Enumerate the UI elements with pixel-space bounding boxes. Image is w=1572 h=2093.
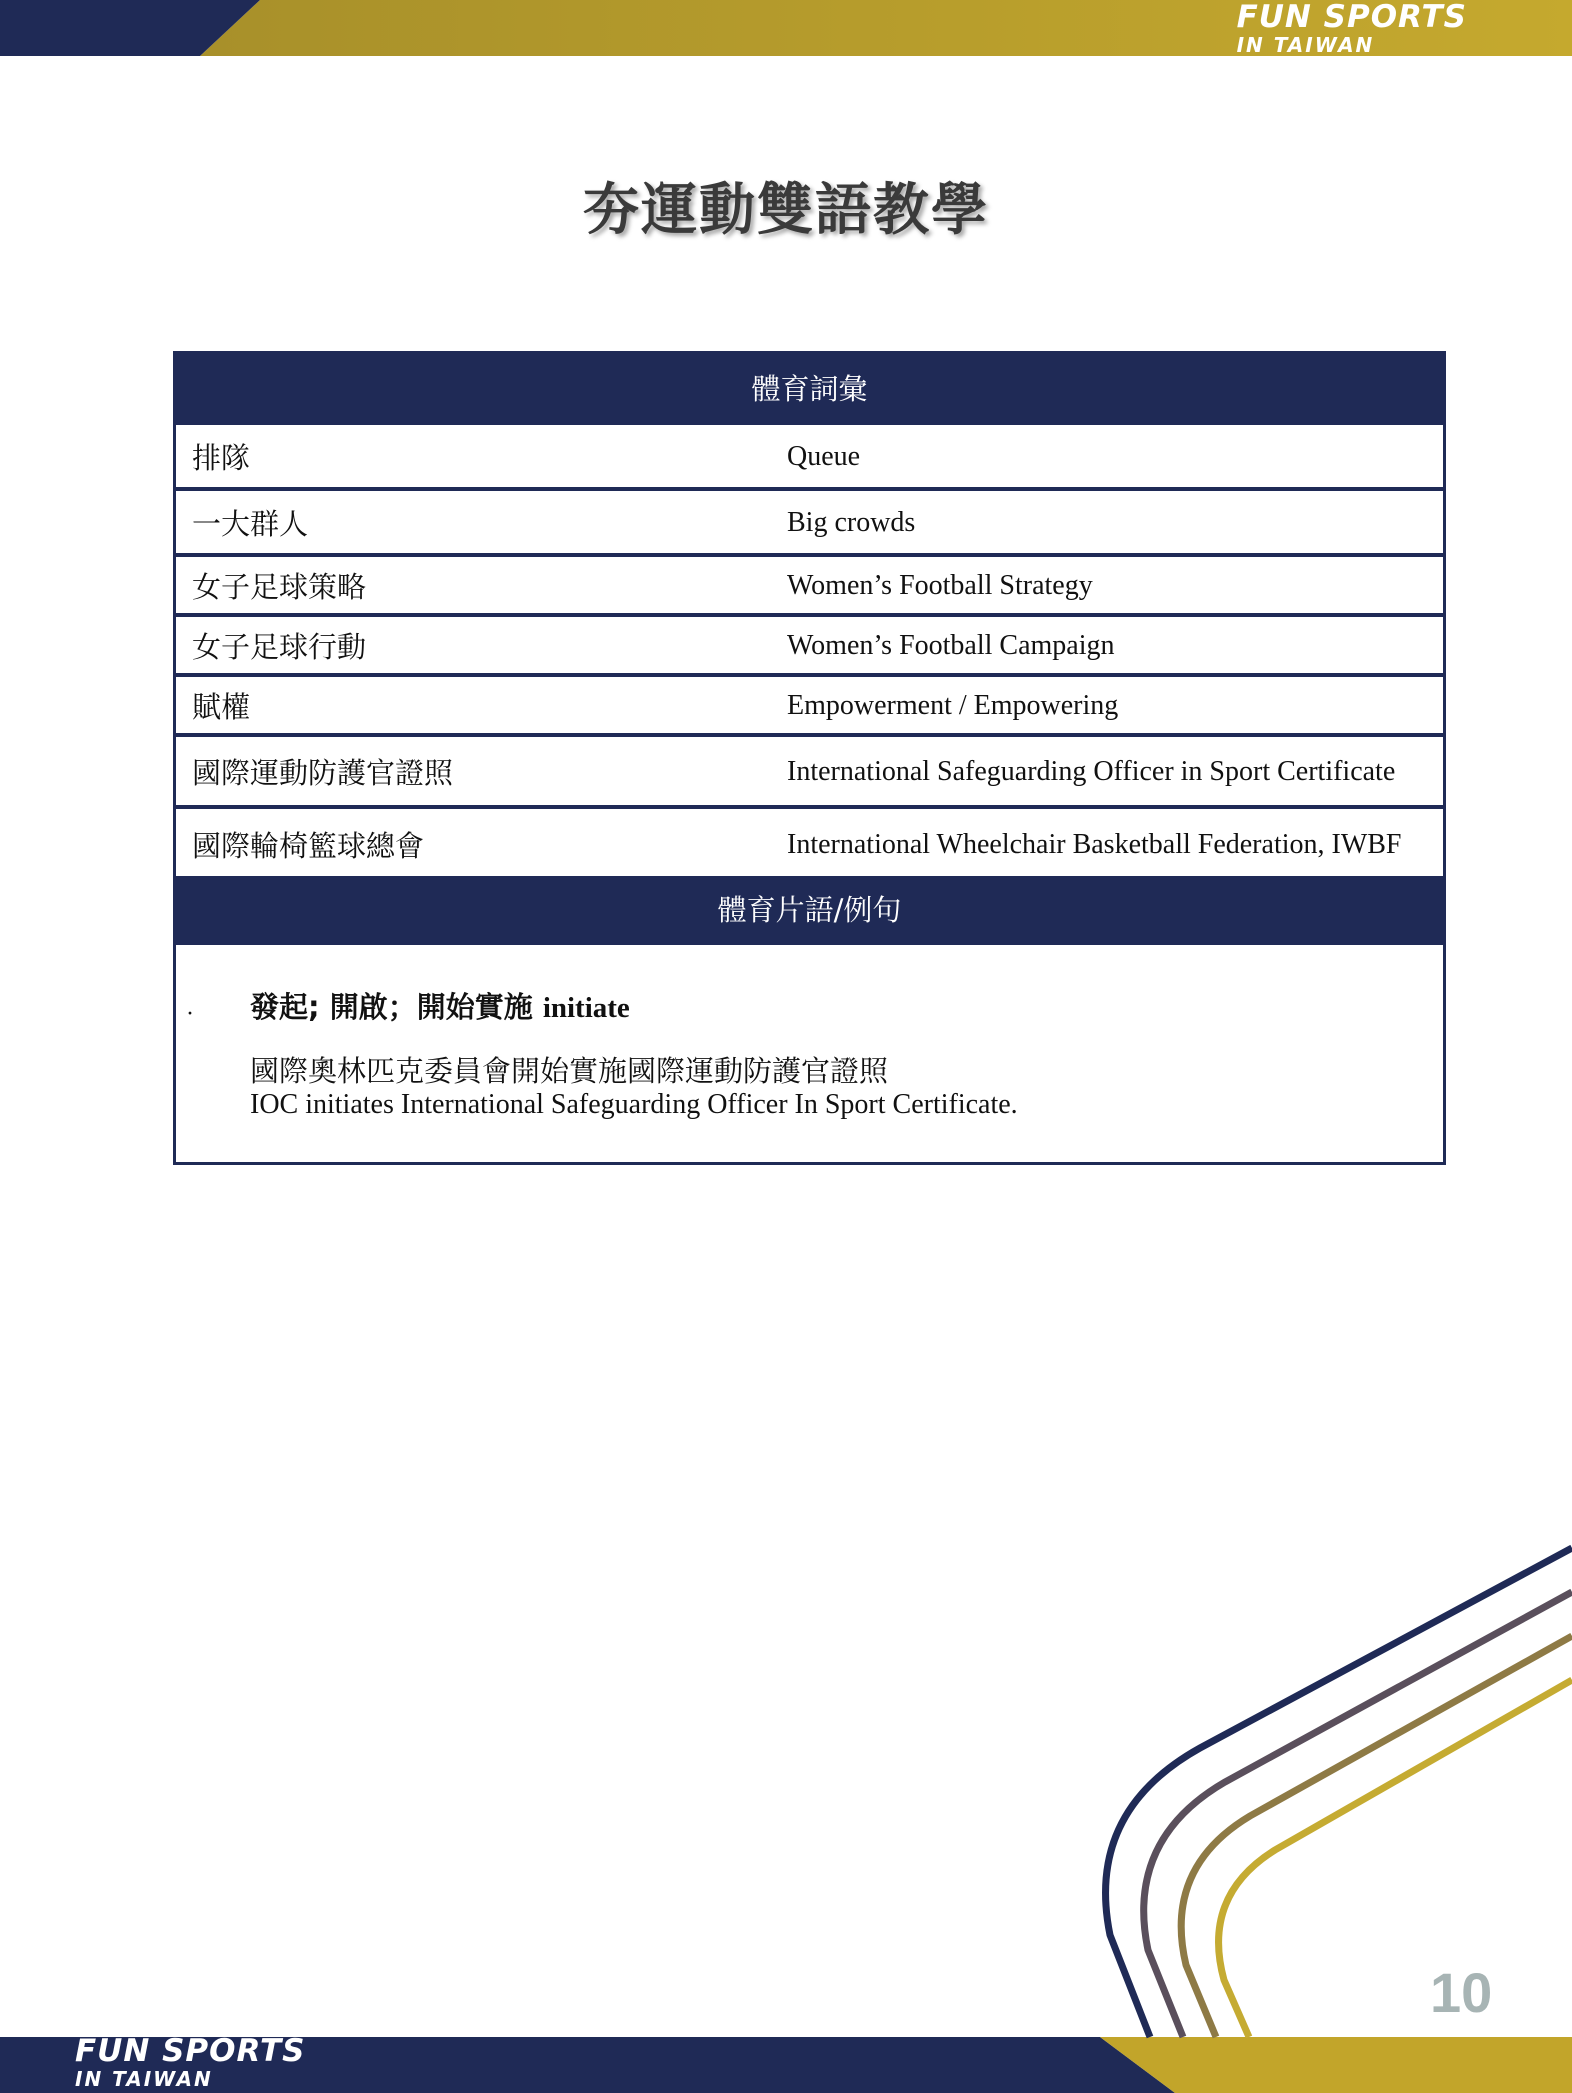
example-zh: 國際奧林匹克委員會開始實施國際運動防護官證照 <box>250 1054 889 1088</box>
brand-line2: IN TAIWAN <box>75 2067 213 2091</box>
phrase-term-en: initiate <box>542 992 630 1024</box>
brand-line2: IN TAIWAN <box>1236 33 1375 57</box>
vocab-zh: 賦權 <box>192 689 251 724</box>
bottom-banner-gold <box>1100 2037 1572 2093</box>
table-row <box>176 677 1443 737</box>
vocab-en: International Wheelchair Basketball Federation, IWBF <box>787 828 1402 860</box>
vocab-zh: 女子足球策略 <box>192 569 367 604</box>
vocab-zh: 女子足球行動 <box>192 629 367 664</box>
vocab-en: Women’s Football Campaign <box>787 629 1115 661</box>
track-line-1 <box>1106 1548 1572 2037</box>
phrase-header: 體育片語/例句 <box>176 876 1443 945</box>
table-row <box>176 557 1443 617</box>
page-title: 夯運動雙語教學 <box>583 178 989 243</box>
table-row <box>176 737 1443 809</box>
page-number: 10 <box>1430 1961 1493 2024</box>
vocab-en: Empowerment / Empowering <box>787 689 1119 721</box>
brand-line1: FUN SPORTS <box>75 2033 306 2069</box>
brand-logo-top <box>1237 2 1467 55</box>
vocab-zh: 國際輪椅籃球總會 <box>192 828 425 863</box>
vocab-en: Queue <box>787 440 861 472</box>
table-row <box>176 809 1443 879</box>
phrase-term <box>250 985 630 1026</box>
vocab-zh: 排隊 <box>192 440 251 475</box>
vocab-zh: 國際運動防護官證照 <box>192 755 454 790</box>
bullet: · <box>186 1001 194 1027</box>
brand-line1: FUN SPORTS <box>1236 0 1467 35</box>
example-en: IOC initiates International Safeguarding Officer In Sport Certificate. <box>250 1089 1018 1120</box>
vocab-en: Big crowds <box>787 506 916 538</box>
track-line-2 <box>1144 1592 1572 2037</box>
vocab-header: 體育詞彙 <box>176 354 1443 425</box>
vocab-zh: 一大群人 <box>192 506 309 541</box>
vocab-en: International Safeguarding Officer in Sport Certificate <box>787 755 1396 787</box>
brand-logo-bottom <box>75 2033 306 2091</box>
phrase-term-zh: 發起; 開啟；開始實施 <box>250 990 533 1024</box>
table-row <box>176 617 1443 677</box>
track-lines <box>1106 1548 1572 2037</box>
vocab-table <box>173 351 1446 1165</box>
table-row <box>176 491 1443 557</box>
vocab-en: Women’s Football Strategy <box>787 569 1093 601</box>
table-row <box>176 425 1443 491</box>
